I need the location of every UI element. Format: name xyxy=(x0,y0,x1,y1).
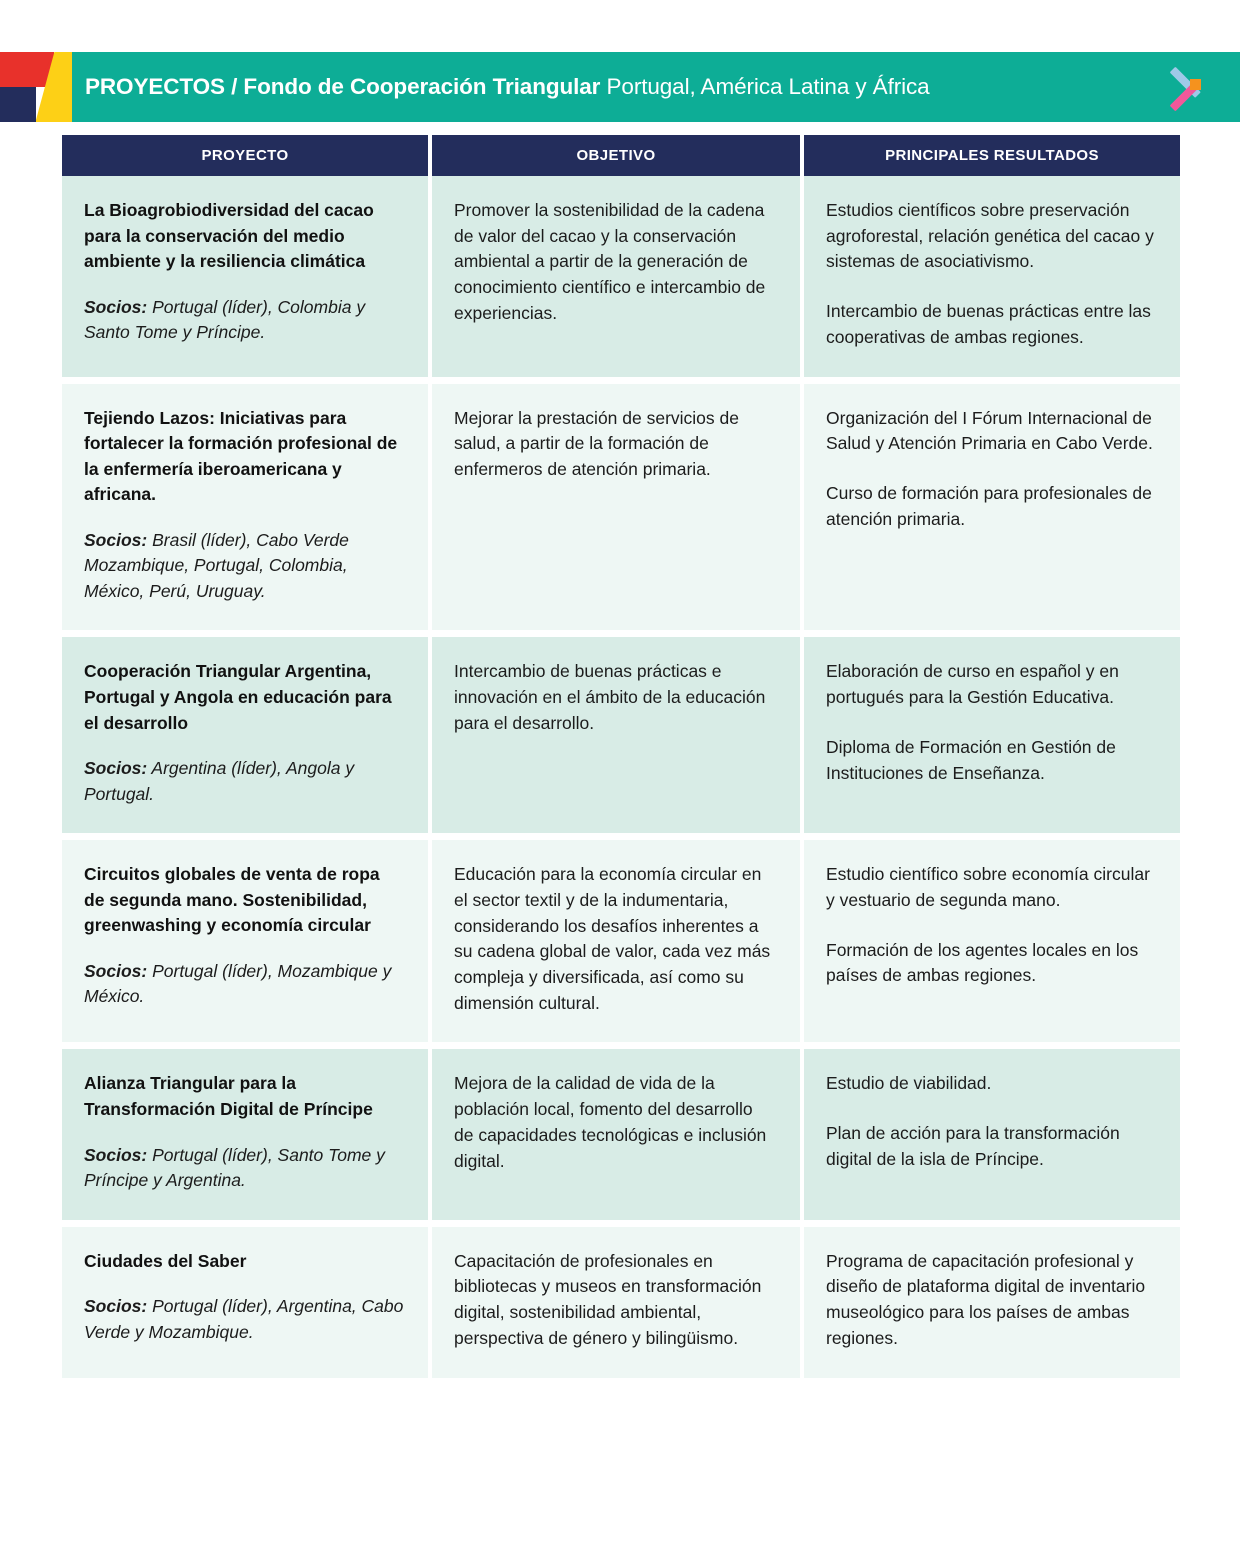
resultado-paragraph: Intercambio de buenas prácticas entre las cooperativas de ambas regiones. xyxy=(826,301,1151,347)
project-partners xyxy=(84,959,404,1010)
projects-table xyxy=(62,135,1180,1385)
resultado-paragraph: Estudios científicos sobre preservación agroforestal, relación genética del cacao y sistemas de asociativismo. xyxy=(826,200,1154,272)
logo-navy-block xyxy=(0,87,36,122)
partners-value: Brasil (líder), Cabo Verde Mozambique, Portugal, Colombia, México, Perú, Uruguay. xyxy=(84,529,349,601)
page-title-light: Portugal, América Latina y África xyxy=(600,74,930,99)
cell-proyecto xyxy=(62,176,432,384)
cell-resultados xyxy=(804,384,1180,638)
cell-objetivo xyxy=(432,176,804,384)
partners-value: Portugal (líder), Santo Tome y Príncipe y Argentina. xyxy=(84,1144,385,1191)
objetivo-paragraph: Promover la sostenibilidad de la cadena de valor del cacao y la conservación ambiental a partir de la generación de conocimiento científico e intercambio de experiencias. xyxy=(454,200,766,323)
objetivo-paragraph: Educación para la economía circular en el sector textil y de la indumentaria, considerando los desafíos inherentes a su cadena global de valor, cada vez más compleja y diversificada, así como su dimensión cultural. xyxy=(454,864,771,1013)
brand-corner-logo xyxy=(0,52,72,122)
cell-objetivo xyxy=(432,840,804,1049)
table-row xyxy=(62,840,1180,1049)
table-row xyxy=(62,637,1180,840)
project-title: La Bioagrobiodiversidad del cacao para la conservación del medio ambiente y la resiliencia climática xyxy=(84,200,374,272)
table-header-row xyxy=(62,135,1180,176)
project-partners xyxy=(84,1143,404,1194)
cell-resultados xyxy=(804,1049,1180,1226)
resultado-paragraph: Curso de formación para profesionales de atención primaria. xyxy=(826,483,1152,529)
table-row xyxy=(62,176,1180,384)
chevron-vertex xyxy=(1190,79,1201,90)
partners-label: Socios: xyxy=(84,1296,148,1317)
project-title: Ciudades del Saber xyxy=(84,1250,247,1271)
partners-value: Portugal (líder), Colombia y Santo Tome y Príncipe. xyxy=(84,296,366,343)
project-title: Tejiendo Lazos: Iniciativas para fortalecer la formación profesional de la enfermería iberoamericana y africana. xyxy=(84,407,398,505)
table-row xyxy=(62,384,1180,638)
cell-objetivo xyxy=(432,384,804,638)
page-title-bold: PROYECTOS / Fondo de Cooperación Triangular xyxy=(85,74,601,99)
project-partners xyxy=(84,756,404,807)
objetivo-paragraph: Capacitación de profesionales en bibliotecas y museos en transformación digital, sostenibilidad ambiental, perspectiva de género y bilingüismo. xyxy=(454,1250,762,1348)
partners-value: Portugal (líder), Argentina, Cabo Verde y Mozambique. xyxy=(84,1296,404,1342)
partners-label: Socios: xyxy=(84,296,148,317)
page-title xyxy=(85,74,930,100)
column-header-objetivo: OBJETIVO xyxy=(432,135,804,176)
cell-proyecto xyxy=(62,384,432,638)
partners-value: Portugal (líder), Mozambique y México. xyxy=(84,960,392,1007)
project-title: Alianza Triangular para la Transformación Digital de Príncipe xyxy=(84,1073,373,1120)
resultado-paragraph: Diploma de Formación en Gestión de Instituciones de Enseñanza. xyxy=(826,736,1116,783)
cell-resultados xyxy=(804,840,1180,1049)
project-partners xyxy=(84,1294,404,1345)
cell-proyecto xyxy=(62,1227,432,1385)
resultado-paragraph: Plan de acción para la transformación digital de la isla de Príncipe. xyxy=(826,1123,1120,1169)
cell-objetivo xyxy=(432,1049,804,1226)
cell-proyecto xyxy=(62,1049,432,1226)
project-title: Cooperación Triangular Argentina, Portugal y Angola en educación para el desarrollo xyxy=(84,661,392,733)
column-header-proyecto: PROYECTO xyxy=(62,135,432,176)
objetivo-paragraph: Intercambio de buenas prácticas e innovación en el ámbito de la educación para el desarrollo. xyxy=(454,661,766,733)
cell-proyecto xyxy=(62,840,432,1049)
partners-label: Socios: xyxy=(84,529,148,550)
cell-resultados xyxy=(804,176,1180,384)
project-partners xyxy=(84,528,404,605)
cell-proyecto xyxy=(62,637,432,840)
resultado-paragraph: Organización del I Fórum Internacional de Salud y Atención Primaria en Cabo Verde. xyxy=(826,407,1153,454)
project-partners xyxy=(84,295,404,346)
objetivo-paragraph: Mejorar la prestación de servicios de salud, a partir de la formación de enfermeros de atención primaria. xyxy=(454,407,739,480)
resultado-paragraph: Elaboración de curso en español y en portugués para la Gestión Educativa. xyxy=(826,661,1119,708)
partners-value: Argentina (líder), Angola y Portugal. xyxy=(84,758,355,804)
cell-resultados xyxy=(804,637,1180,840)
partners-label: Socios: xyxy=(84,758,148,779)
partners-label: Socios: xyxy=(84,960,148,981)
cell-objetivo xyxy=(432,637,804,840)
project-title: Circuitos globales de venta de ropa de segunda mano. Sostenibilidad, greenwashing y economía circular xyxy=(84,864,380,936)
resultado-paragraph: Formación de los agentes locales en los países de ambas regiones. xyxy=(826,939,1139,986)
resultado-paragraph: Programa de capacitación profesional y diseño de plataforma digital de inventario museológico para los países de ambas regiones. xyxy=(826,1250,1146,1348)
table-body xyxy=(62,176,1180,1385)
partners-label: Socios: xyxy=(84,1144,148,1165)
resultado-paragraph: Estudio de viabilidad. xyxy=(826,1073,992,1094)
page-banner xyxy=(72,52,1240,122)
resultado-paragraph: Estudio científico sobre economía circular y vestuario de segunda mano. xyxy=(826,864,1150,910)
table-row xyxy=(62,1049,1180,1226)
chevron-left-icon xyxy=(1186,63,1232,111)
cell-objetivo xyxy=(432,1227,804,1385)
objetivo-paragraph: Mejora de la calidad de vida de la población local, fomento del desarrollo de capacidades tecnológicas e inclusión digital. xyxy=(454,1073,767,1171)
column-header-resultados: PRINCIPALES RESULTADOS xyxy=(804,135,1180,176)
cell-resultados xyxy=(804,1227,1180,1385)
table-row xyxy=(62,1227,1180,1385)
